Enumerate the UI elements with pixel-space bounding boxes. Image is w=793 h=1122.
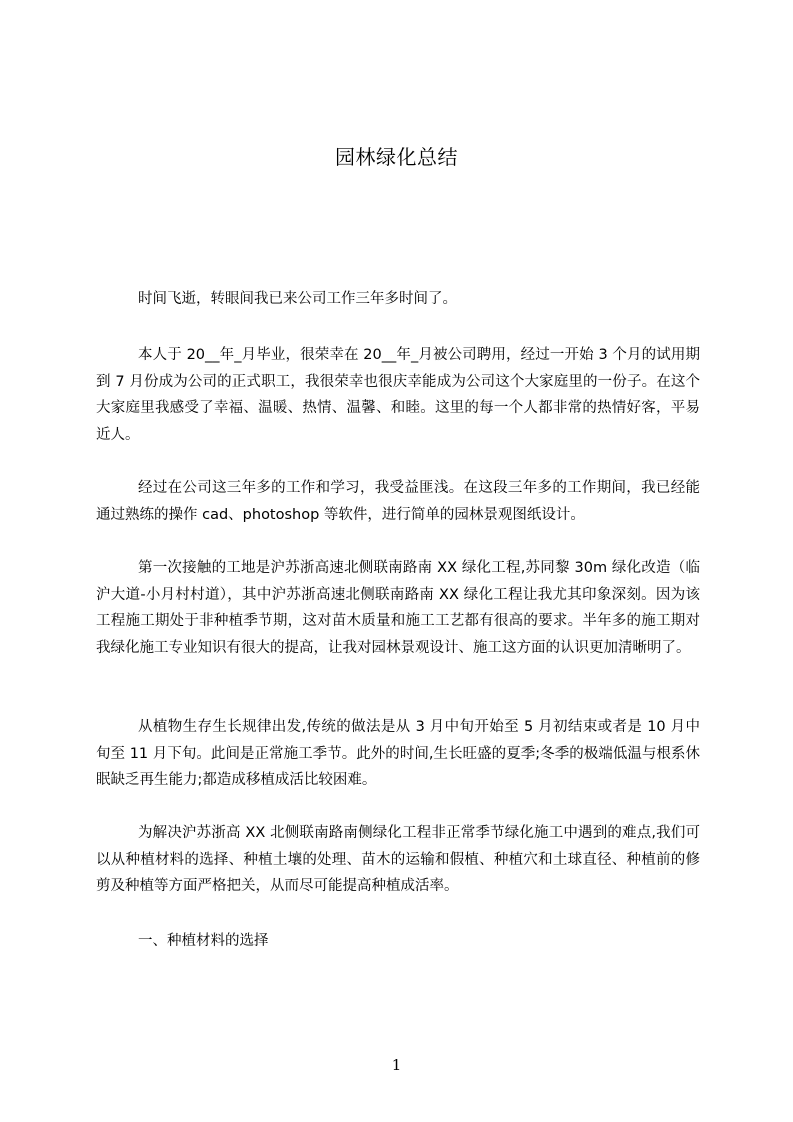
paragraph-planting-season: 从植物生存生长规律出发,传统的做法是从 3 月中旬开始至 5 月初结束或者是 10 月中旬至 11 月下旬。此间是正常施工季节。此外的时间,生长旺盛的夏季;冬季的极端低温与根系休眠缺乏再生能力;都造成移植成活比较困难。 <box>96 719 700 788</box>
document-title: 园林绿化总结 <box>335 145 458 169</box>
paragraph-first-site: 第一次接触的工地是沪苏浙高速北侧联南路南 XX 绿化工程,苏同黎 30m 绿化改造（临沪大道-小月村村道），其中沪苏浙高速北侧联南路南 XX 绿化工程让我尤其印象深刻。因为该工程施工期处于非种植季节期，这对苗木质量和施工工艺都有很高的要求。半年多的施工期对我绿化施工专业知识有很大的提高，让我对园林景观设计、施工这方面的认识更加清晰明了。 <box>96 560 700 656</box>
paragraph-employment: 本人于 20__年_月毕业，很荣幸在 20__年_月被公司聘用，经过一开始 3 个月的试用期到 7 月份成为公司的正式职工，我很荣幸也很庆幸能成为公司这个大家庭里的一份子。在这个大家庭里我感受了幸福、温暖、热情、温馨、和睦。这里的每一个人都非常的热情好客，平易近人。 <box>96 347 700 443</box>
paragraph-intro: 时间飞逝，转眼间我已来公司工作三年多时间了。 <box>138 291 457 307</box>
section-heading-material-selection: 一、种植材料的选择 <box>138 933 269 949</box>
paragraph-solutions: 为解决沪苏浙高 XX 北侧联南路南侧绿化工程非正常季节绿化施工中遇到的难点,我们可以从种植材料的选择、种植土壤的处理、苗木的运输和假植、种植穴和土球直径、种植前的修剪及种植等方面严格把关，从而尽可能提高种植成活率。 <box>96 825 700 894</box>
page-number: 1 <box>391 1056 402 1074</box>
paragraph-learning: 经过在公司这三年多的工作和学习，我受益匪浅。在这段三年多的工作期间，我已经能通过熟练的操作 cad、photoshop 等软件，进行简单的园林景观图纸设计。 <box>96 480 700 523</box>
